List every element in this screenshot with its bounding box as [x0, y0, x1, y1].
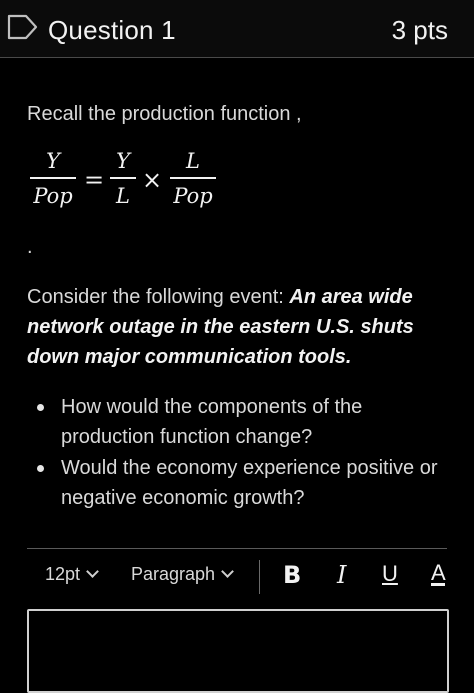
fraction-numerator: Y — [46, 149, 60, 173]
consider-event: An area wide network outage in the eastern U.S. shuts down major communication tools. — [27, 286, 414, 368]
fraction-l-over-pop — [170, 148, 216, 209]
block-format-value: Paragraph — [131, 564, 216, 584]
fraction-denominator: Pop — [33, 184, 73, 208]
times-sign: × — [142, 166, 163, 194]
question-header — [0, 0, 474, 58]
block-format-select[interactable] — [131, 564, 232, 585]
bullet-text: Would the economy experience positive or negative economic growth? — [61, 457, 438, 509]
fraction-y-over-l — [110, 148, 136, 209]
question-bullets — [27, 392, 447, 514]
equals-sign: = — [84, 166, 105, 194]
italic-button[interactable]: I — [337, 561, 347, 589]
fraction-bar — [30, 177, 76, 179]
underline-button[interactable]: U — [382, 561, 398, 586]
trailing-period: . — [27, 236, 33, 258]
font-size-value: 12pt — [45, 564, 81, 584]
fraction-numerator: L — [186, 149, 200, 173]
fraction-numerator: Y — [116, 149, 130, 173]
bullet-icon — [37, 404, 44, 411]
toolbar-separator — [259, 560, 260, 594]
list-item — [27, 453, 447, 513]
bullet-icon — [37, 465, 44, 472]
list-item — [27, 392, 447, 452]
chevron-down-icon — [221, 565, 234, 578]
font-size-select[interactable] — [45, 564, 97, 585]
answer-editor[interactable] — [27, 609, 449, 693]
bullet-text: How would the components of the production function change? — [61, 396, 363, 448]
text-color-letter: A — [431, 560, 446, 585]
fraction-denominator: L — [116, 184, 130, 208]
consider-prefix: Consider the following event: — [27, 286, 290, 308]
recall-text: Recall the production function , — [27, 103, 302, 125]
consider-paragraph — [27, 282, 457, 372]
question-title: Question 1 — [48, 15, 176, 45]
fraction-bar — [110, 177, 136, 179]
question-points: 3 pts — [391, 15, 448, 45]
fraction-denominator: Pop — [173, 184, 213, 208]
text-color-button[interactable] — [431, 560, 446, 586]
flag-question-icon[interactable] — [6, 13, 40, 41]
toolbar-divider — [27, 548, 447, 549]
chevron-down-icon — [86, 565, 99, 578]
bold-button[interactable]: B — [283, 561, 302, 589]
editor-toolbar — [27, 556, 474, 600]
fraction-bar — [170, 177, 216, 179]
fraction-y-over-pop — [30, 148, 76, 209]
